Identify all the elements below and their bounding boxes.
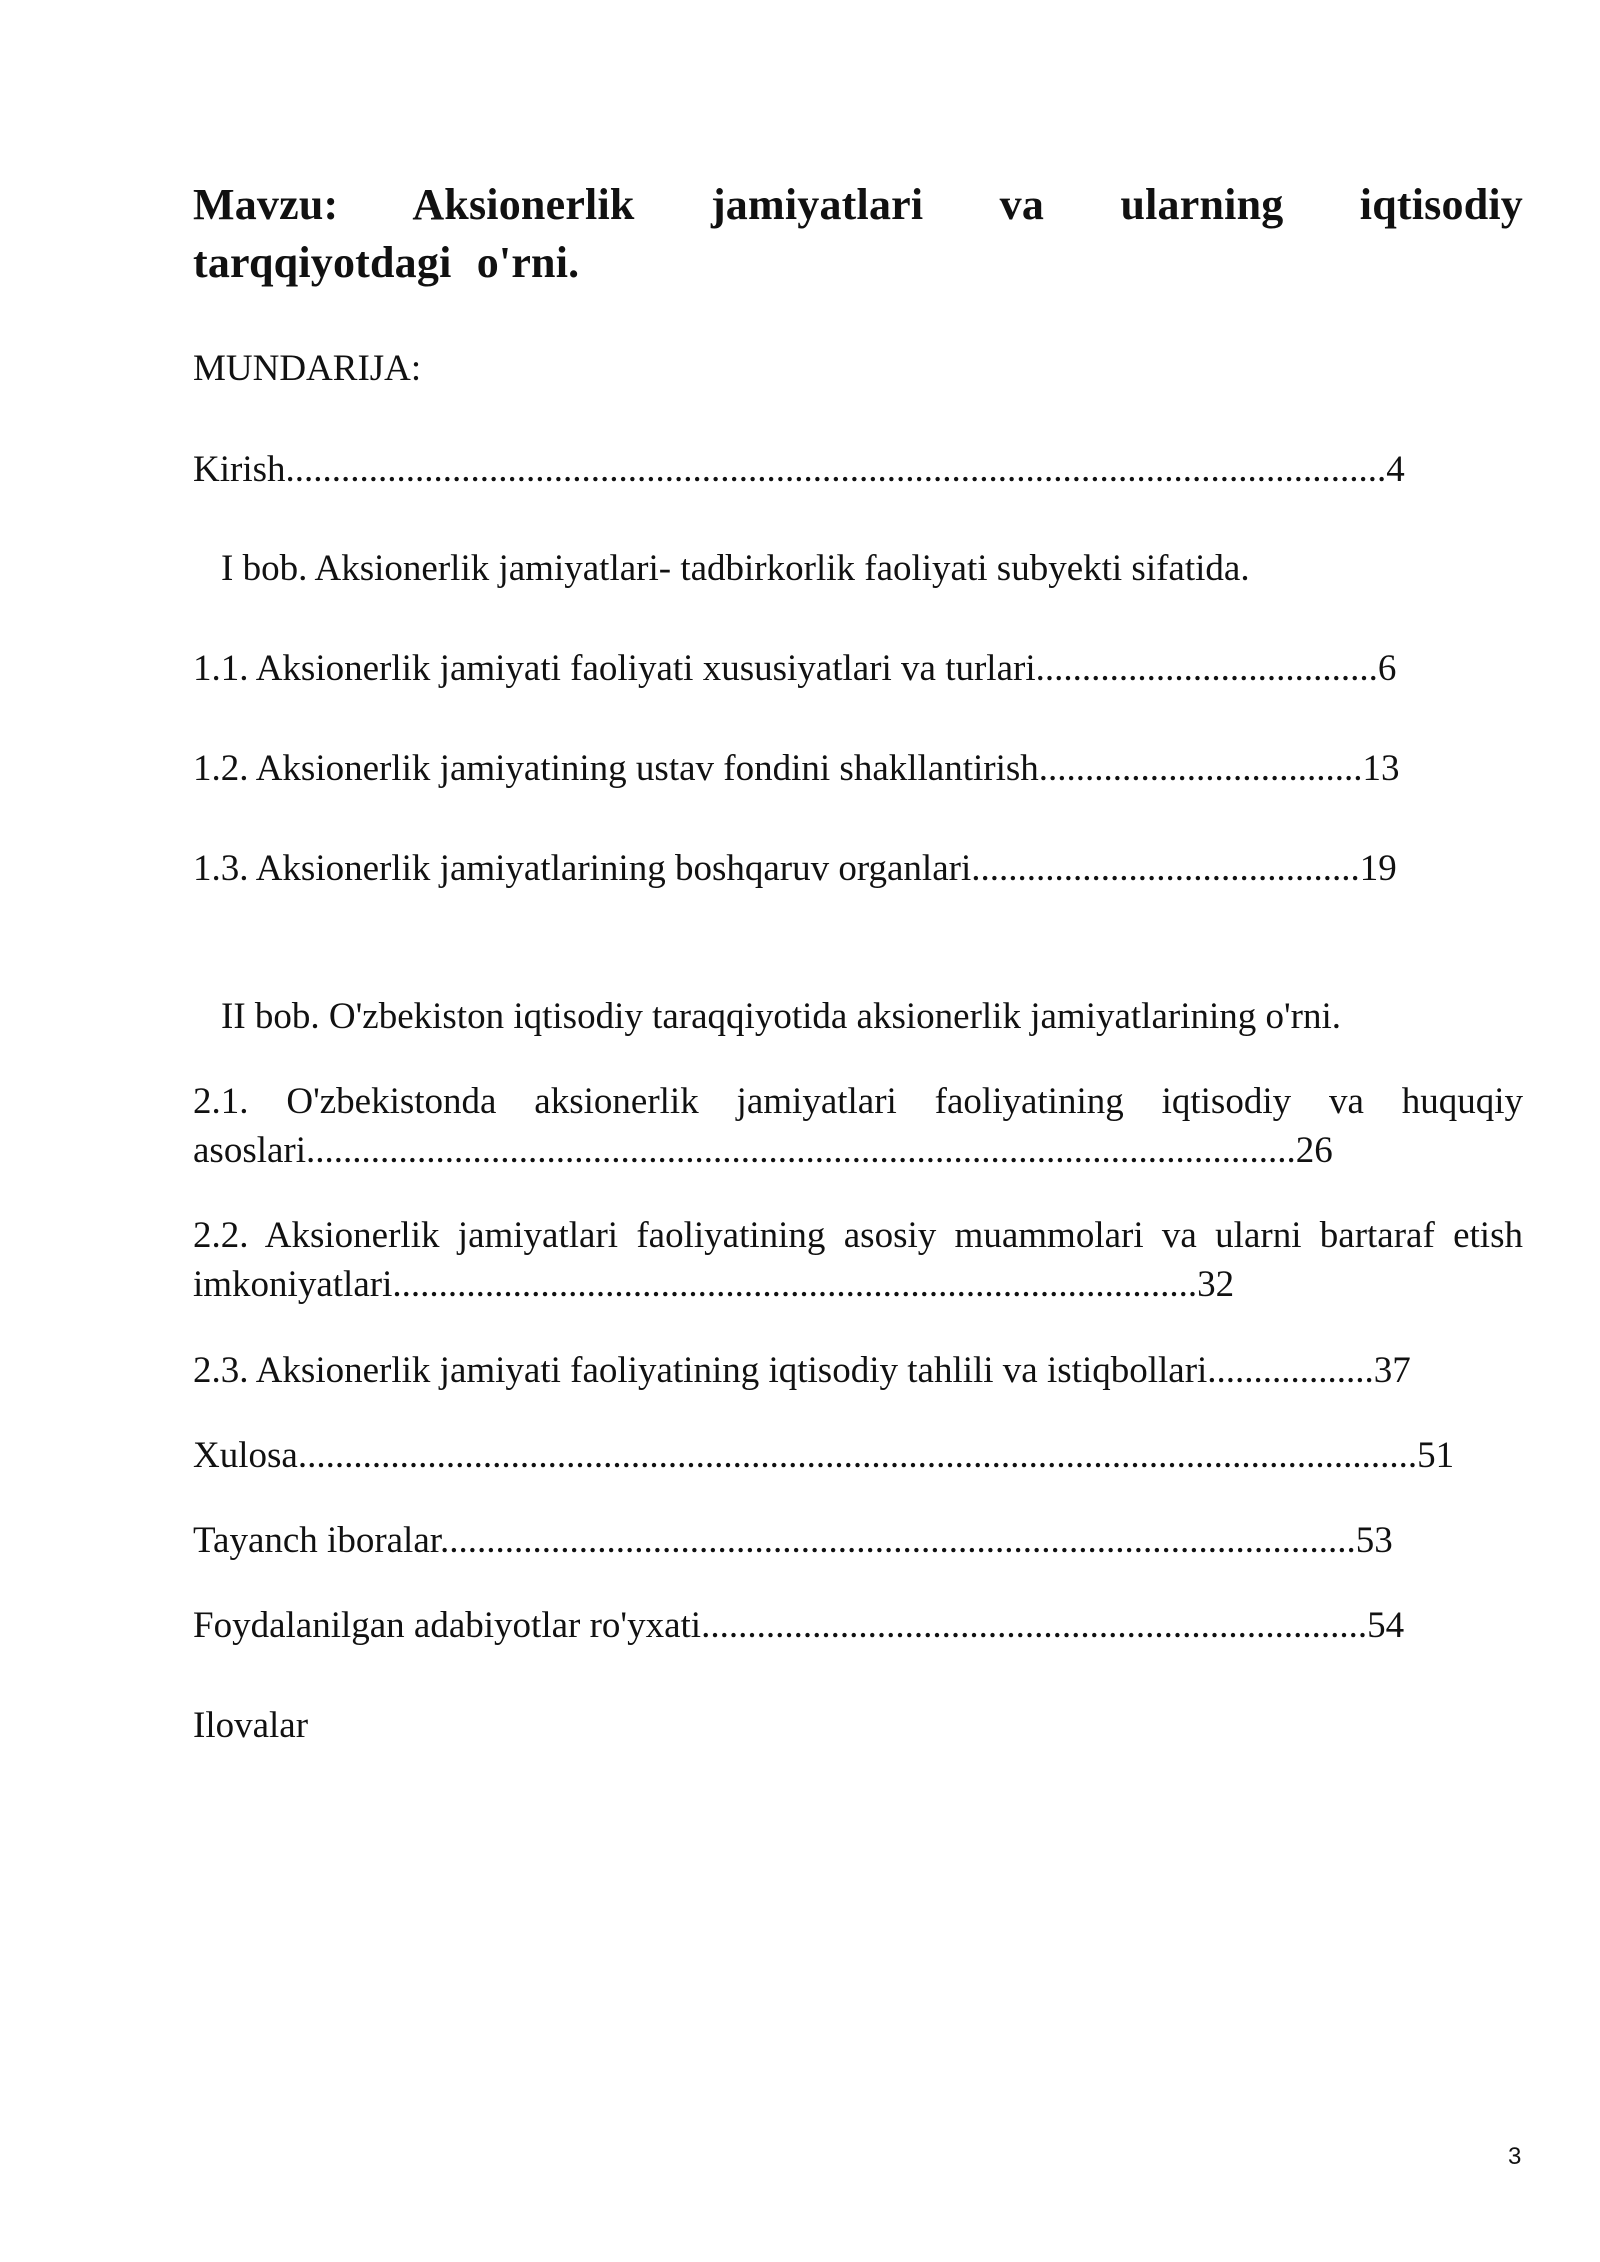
toc-entry-kirish: Kirish.......................................................................................................................4 <box>193 449 1405 490</box>
document-title: Mavzu: Aksionerlik jamiyatlari va ularning iqtisodiy tarqqiyotdagi o'rni. <box>193 180 1523 287</box>
toc-entry-adabiyotlar: Foydalanilgan adabiyotlar ro'yxati........................................................................54 <box>193 1605 1405 1646</box>
toc-entry-1-2: 1.2. Aksionerlik jamiyatining ustav fondini shakllantirish...................................13 <box>193 748 1400 789</box>
page-number: 3 <box>1508 2143 1522 2170</box>
toc-chapter-1: I bob. Aksionerlik jamiyatlari- tadbirkorlik faoliyati subyekti sifatida. <box>221 548 1250 589</box>
toc-entry-ilovalar: Ilovalar <box>193 1705 309 1746</box>
toc-entry-2-2: 2.2. Aksionerlik jamiyatlari faoliyatining asosiy muammolari va ularni bartaraf etish imkoniyatlari.......................................................................................32 <box>193 1215 1523 1305</box>
toc-entry-1-1: 1.1. Aksionerlik jamiyati faoliyati xususiyatlari va turlari.....................................6 <box>193 648 1397 689</box>
toc-entry-xulosa: Xulosa.........................................................................................................................51 <box>193 1435 1455 1476</box>
toc-entry-1-3: 1.3. Aksionerlik jamiyatlarining boshqaruv organlari..........................................19 <box>193 848 1397 889</box>
toc-heading: MUNDARIJA: <box>193 348 422 389</box>
toc-entry-2-3: 2.3. Aksionerlik jamiyati faoliyatining iqtisodiy tahlili va istiqbollari..................37 <box>193 1350 1411 1391</box>
toc-entry-2-1: 2.1. O'zbekistonda aksionerlik jamiyatlari faoliyatining iqtisodiy va huquqiy asoslari...........................................................................................................26 <box>193 1081 1523 1171</box>
toc-chapter-2: II bob. O'zbekiston iqtisodiy taraqqiyotida aksionerlik jamiyatlarining o'rni. <box>221 996 1342 1037</box>
page-content <box>193 176 1523 1750</box>
toc-entry-tayanch-iboralar: Tayanch iboralar...................................................................................................53 <box>193 1520 1393 1561</box>
